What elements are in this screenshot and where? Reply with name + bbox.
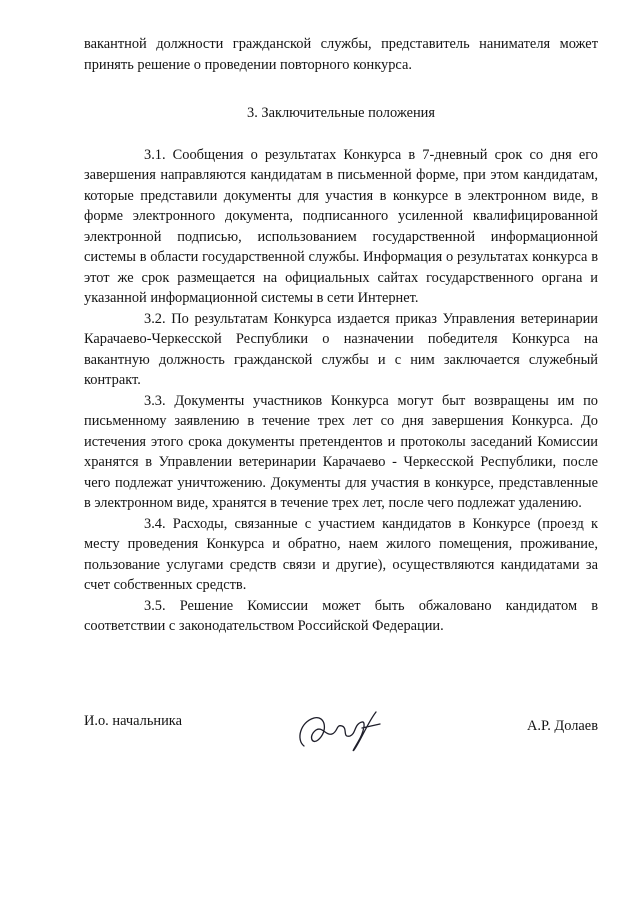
document-body: [84, 34, 598, 637]
signatory-position: И.о. начальника: [84, 713, 182, 729]
paragraph-3-2: 3.2. По результатам Конкурса издается приказ Управления ветеринарии Карачаево-Черкесской Республики о назначении победителя Конкурса на вакантную должность гражданской службы и с ним заключается служебный контракт.: [84, 310, 598, 388]
paragraph-3-3: 3.3. Документы участников Конкурса могут быт возвращены им по письменному заявлению в течение трех лет со дня завершения Конкурса. До истечения этого срока документы претендентов и протоколы заседаний Комиссии хранятся в Управлении ветеринарии Карачаево - Черкесской Республики, после чего подлежат уничтожению. Документы для участия в конкурсе, представленные в электронном виде, хранятся в течение трех лет, после чего подлежат удалению.: [84, 392, 598, 511]
signatory-name: А.Р. Долаев: [527, 718, 598, 734]
paragraph-3-4: 3.4. Расходы, связанные с участием кандидатов в Конкурсе (проезд к месту проведения Конкурса и обратно, наем жилого помещения, проживание, пользование услугами средств связи и другие), осуществляются кандидатами за счет собственных средств.: [84, 515, 598, 593]
intro-paragraph: вакантной должности гражданской службы, представитель нанимателя может принять решение о проведении повторного конкурса.: [84, 36, 598, 73]
paragraph-3-5: 3.5. Решение Комиссии может быть обжаловано кандидатом в соответствии с законодательством Российской Федерации.: [84, 597, 598, 634]
section-heading: 3. Заключительные положения: [247, 105, 435, 121]
signature-block: [84, 706, 598, 766]
paragraph-3-1: 3.1. Сообщения о результатах Конкурса в 7-дневный срок со дня его завершения направляются кандидатам в письменной форме, при этом кандидатам, которые представили документы для участия в конкурсе в электронном виде, в форме электронного документа, подписанного усиленной квалифицированной электронной подписью, использованием государственной информационной системы в области государственной службы. Информация о результатах конкурса в этот же срок размещается на официальных сайтах государственного органа и указанной информационной системы в сети Интернет.: [84, 146, 598, 306]
handwritten-signature: [292, 706, 388, 756]
